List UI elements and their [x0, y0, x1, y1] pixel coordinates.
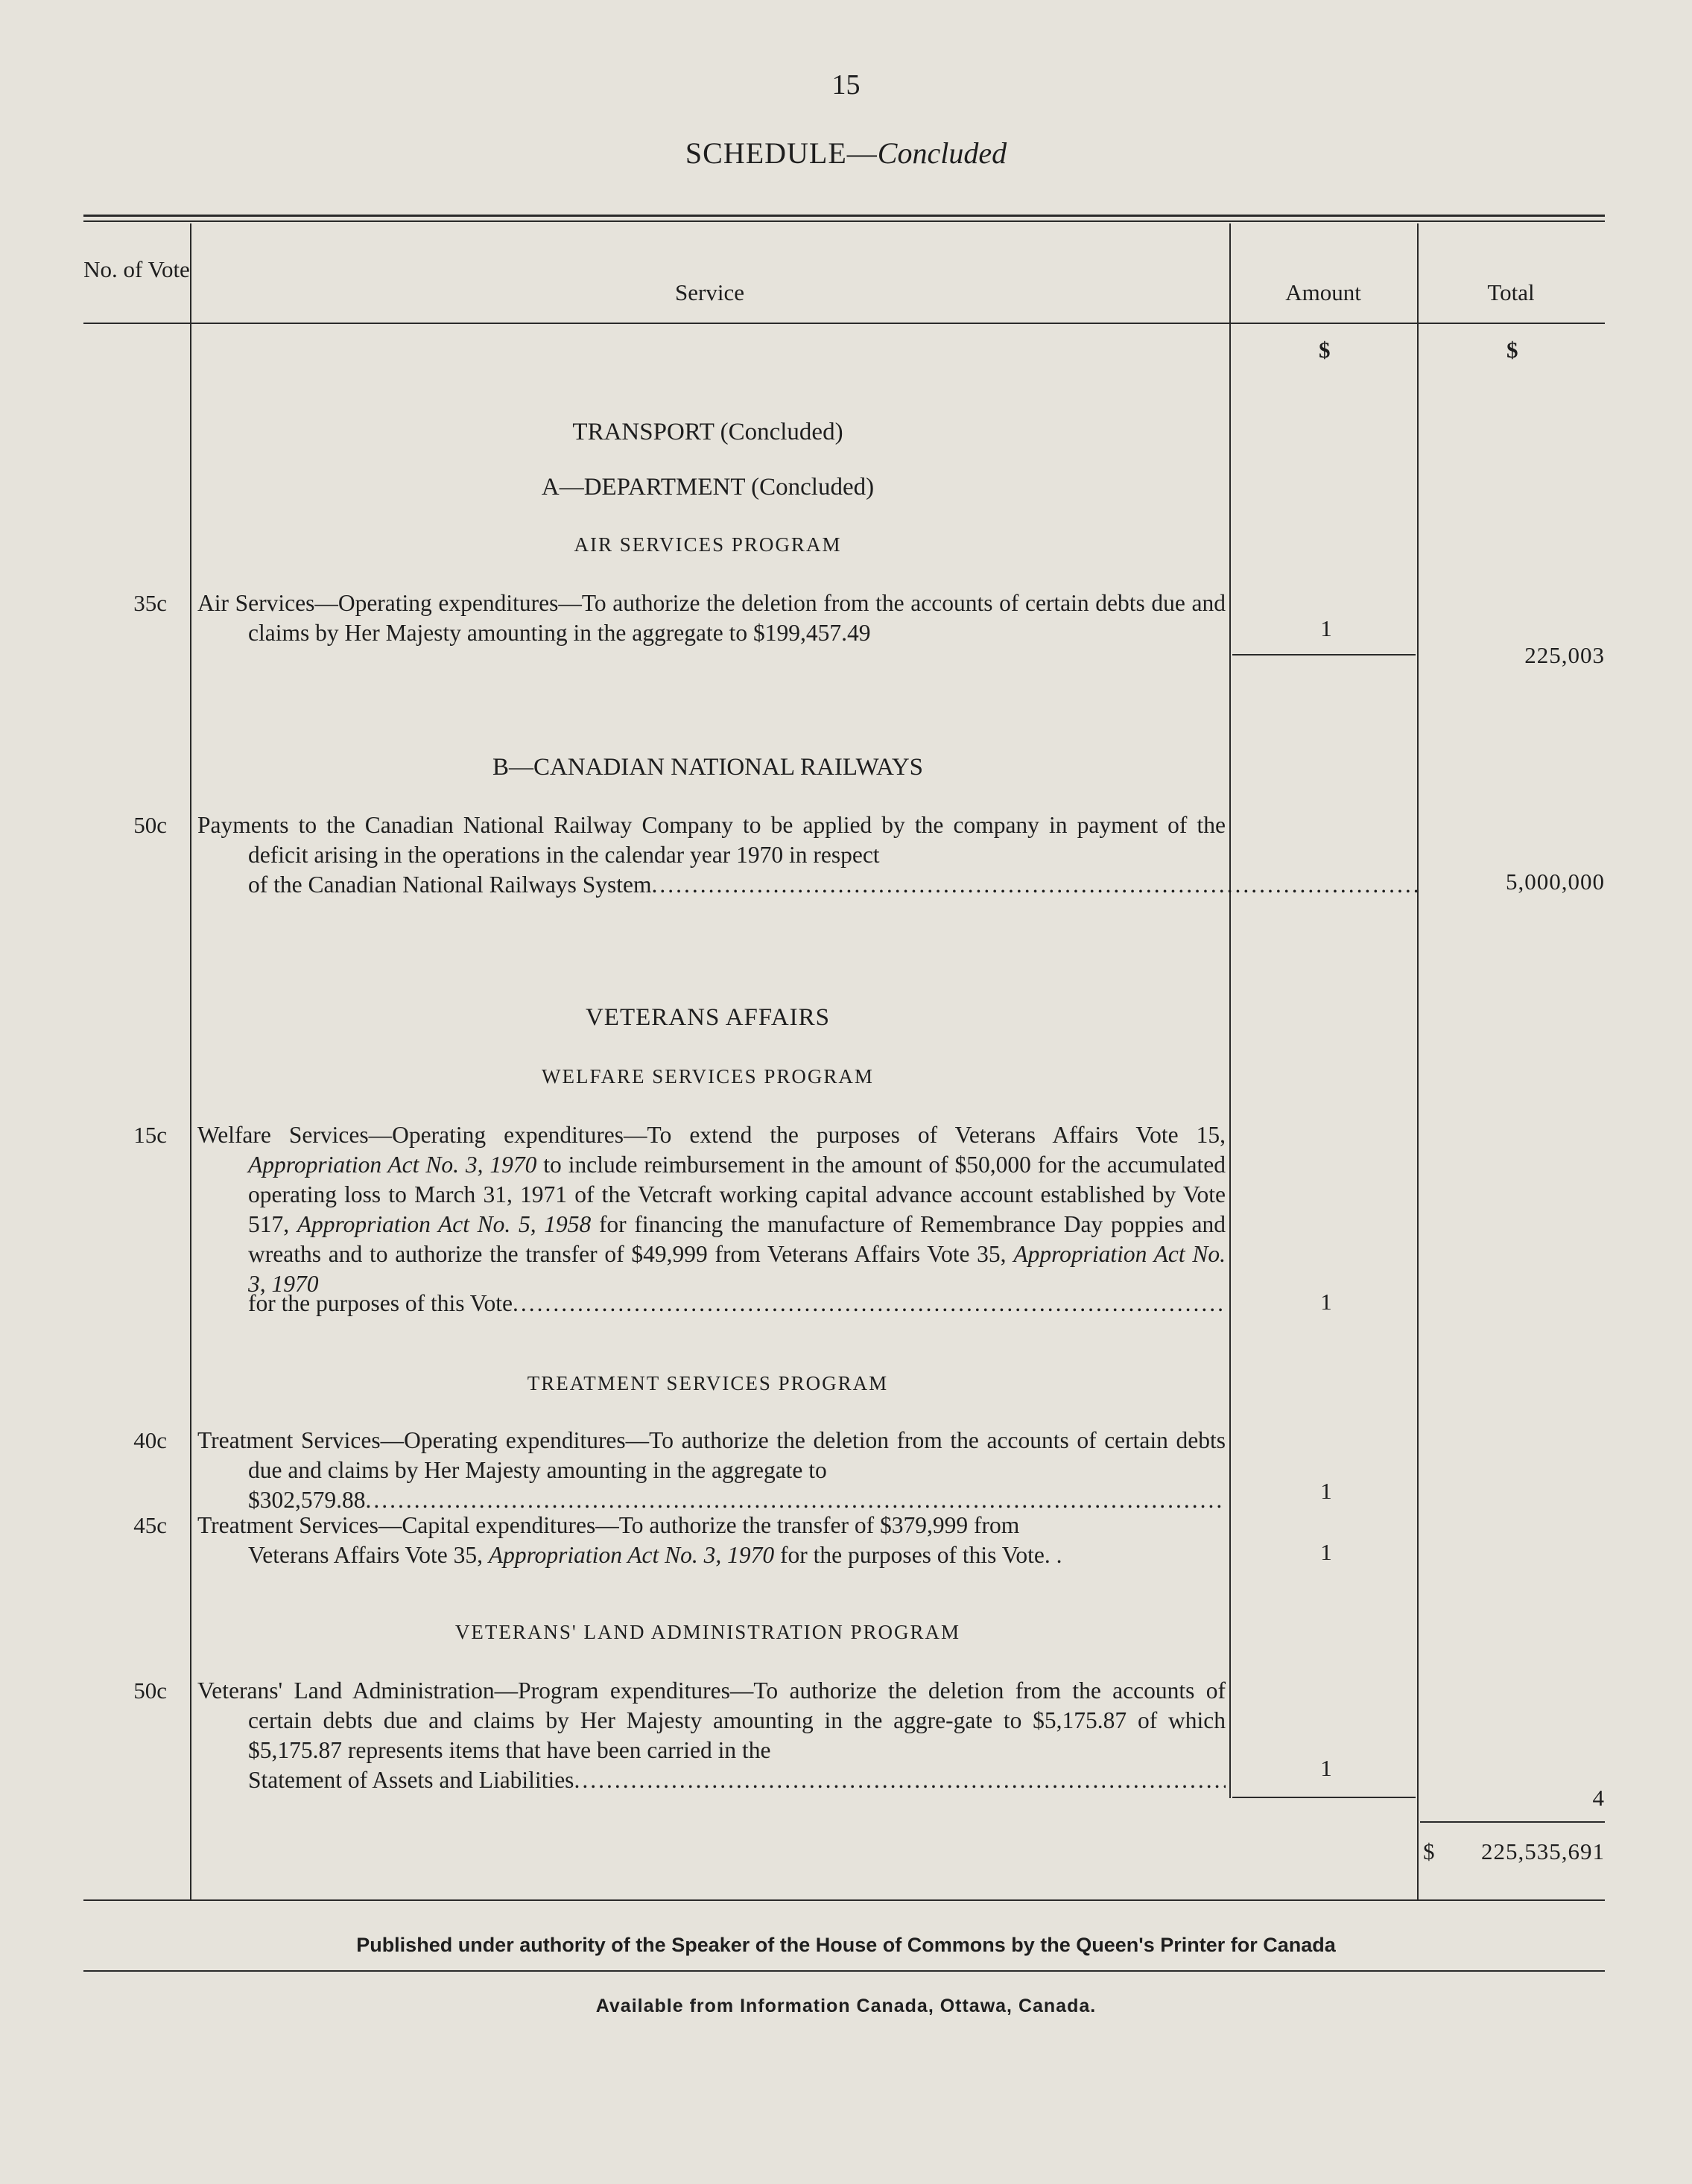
vote-number: 50c	[133, 1677, 167, 1704]
header-service: Service	[675, 279, 744, 305]
total-value: 5,000,000	[1506, 869, 1605, 895]
vote-number: 35c	[133, 590, 167, 616]
service-text: Payments to the Canadian National Railway Company to be applied by the company in payment of the deficit arising in the operations in the calendar year 1970 in respect	[197, 812, 1226, 868]
amount-value: 1	[1320, 1539, 1332, 1565]
table-bottom-rule	[83, 1899, 1605, 1901]
service-text-last-line: $302,579.88 .....	[197, 1485, 1226, 1515]
amount-subtotal-rule-2	[1232, 1797, 1416, 1798]
service-text: Treatment Services—Operating expenditures—To authorize the deletion from the accounts of certain debts due and claims by Her Majesty amounting in the aggregate to	[197, 1427, 1226, 1483]
vote-number: 45c	[133, 1512, 167, 1538]
table-top-rule-inner	[83, 220, 1605, 222]
header-vote: No. of Vote	[83, 256, 190, 282]
schedule-title: SCHEDULE—Concluded	[685, 136, 1007, 170]
total-value: 225,003	[1524, 642, 1605, 668]
column-divider-total	[1417, 223, 1419, 1899]
amount-value: 1	[1320, 1478, 1332, 1504]
amount-value: 1	[1320, 615, 1332, 641]
service-text: Welfare Services—Operating expenditures—To extend the purposes of Veterans Affairs Vote 15, Appropriation Act No. 3, 1970 to include reimbursement in the amount of $50,000 for the accumulated operating loss to March 31, 1971 of the Vetcraft working capital advance account established by Vote 517, Appropriation Act No. 5, 1958 for financing the manufacture of Remembrance Day poppies and wreaths and to authorize the transfer of $49,999 from Veterans Affairs Vote 35, Appropriation Act No. 3, 1970	[197, 1122, 1226, 1297]
amount-value: 1	[1320, 1289, 1332, 1315]
header-total: Total	[1487, 279, 1535, 305]
page-number: 15	[831, 69, 861, 101]
footer-available: Available from Information Canada, Ottawa, Canada.	[595, 1996, 1097, 2016]
total-unit: $	[1506, 337, 1518, 363]
grand-total-value: 225,535,691	[1481, 1838, 1605, 1864]
total-value: 4	[1592, 1785, 1605, 1811]
header-bottom-rule	[83, 323, 1605, 324]
program-air-services: AIR SERVICES PROGRAM	[574, 533, 842, 556]
program-veterans-land-administration: VETERANS' LAND ADMINISTRATION PROGRAM	[454, 1621, 961, 1643]
service-text-last-line: for the purposes of this Vote .....	[197, 1289, 1226, 1318]
footer-rule	[83, 1970, 1605, 1972]
section-transport: TRANSPORT (Concluded)	[572, 419, 843, 445]
vote-number: 40c	[133, 1427, 167, 1453]
service-text: Veterans' Land Administration—Program expenditures—To authorize the deletion from the accounts of certain debts due and claims by Her Majesty amounting in the aggre-gate to $5,175.87 of which $5,175.87 represents items that have been carried in the	[197, 1677, 1226, 1763]
service-text: Treatment Services—Capital expenditures—To authorize the transfer of $379,999 from	[197, 1512, 1020, 1538]
section-department: A—DEPARTMENT (Concluded)	[541, 474, 875, 501]
vote-number: 50c	[133, 812, 167, 838]
column-divider-amount	[1229, 223, 1231, 1798]
header-amount: Amount	[1285, 279, 1361, 305]
service-text-last-line: of the Canadian National Railways System .....	[197, 870, 1417, 900]
amount-value: 1	[1320, 1755, 1332, 1781]
service-text-last-line: Veterans Affairs Vote 35, Appropriation Act No. 3, 1970 for the purposes of this Vote. .	[248, 1542, 1062, 1568]
service-text-last-line: Statement of Assets and Liabilities .....	[197, 1765, 1226, 1795]
service-text: Air Services—Operating expenditures—To authorize the deletion from the accounts of certain debts due and claims by Her Majesty amounting in the aggregate to $199,457.49	[197, 590, 1226, 646]
vote-number: 15c	[133, 1122, 167, 1148]
program-treatment-services: TREATMENT SERVICES PROGRAM	[527, 1372, 889, 1394]
section-cnr: B—CANADIAN NATIONAL RAILWAYS	[492, 754, 924, 781]
grand-total-currency: $	[1423, 1838, 1435, 1864]
footer-published: Published under authority of the Speaker of the House of Commons by the Queen's Printer for Canada	[356, 1934, 1336, 1956]
table-top-rule	[83, 215, 1605, 217]
amount-unit: $	[1319, 337, 1331, 363]
section-veterans-affairs: VETERANS AFFAIRS	[585, 1004, 831, 1031]
total-subtotal-rule	[1420, 1821, 1605, 1823]
program-welfare-services: WELFARE SERVICES PROGRAM	[542, 1065, 874, 1088]
amount-subtotal-rule	[1232, 654, 1416, 655]
